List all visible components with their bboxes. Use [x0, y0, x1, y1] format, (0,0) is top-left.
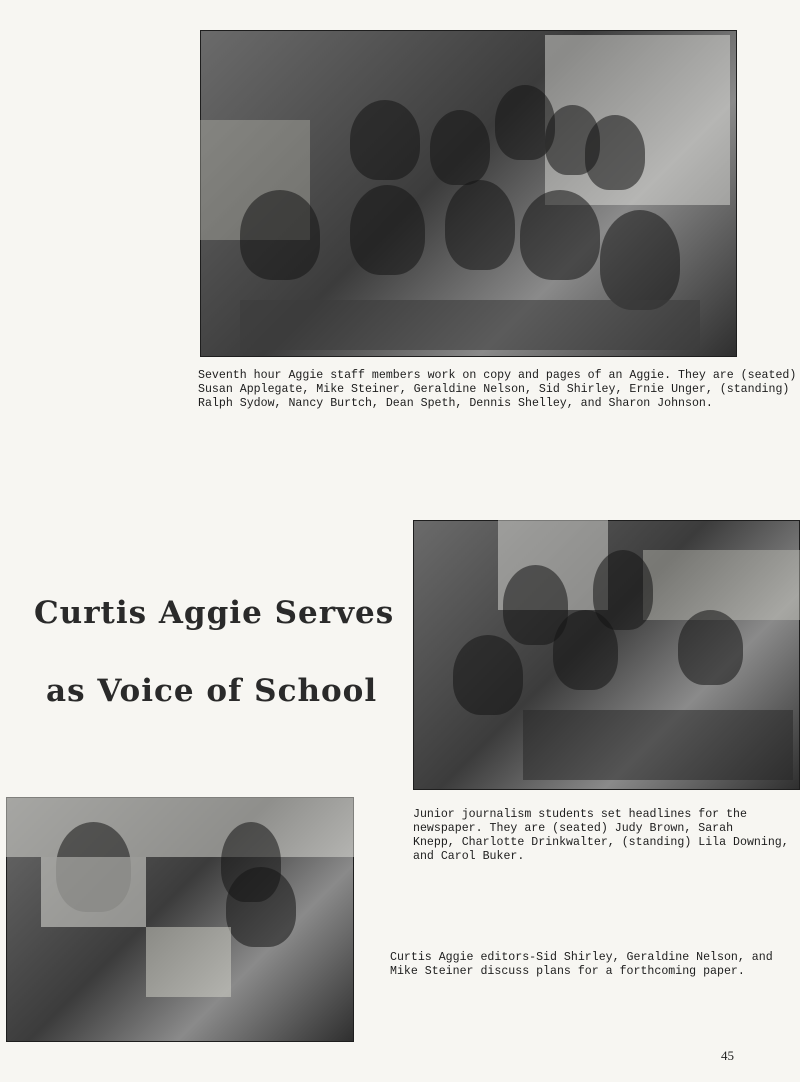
caption-line: and Carol Buker. — [413, 850, 525, 863]
editors-photo — [6, 797, 354, 1042]
headline-line-2: as Voice of School — [46, 673, 378, 709]
staff-photo-caption — [198, 369, 796, 411]
caption-line: Susan Applegate, Mike Steiner, Geraldine Nelson, Sid Shirley, Ernie Unger, (standing) — [198, 383, 790, 396]
caption-line: Curtis Aggie editors-Sid Shirley, Geraldine Nelson, and — [390, 951, 773, 964]
editors-photo-caption — [390, 951, 773, 979]
caption-line: Ralph Sydow, Nancy Burtch, Dean Speth, Dennis Shelley, and Sharon Johnson. — [198, 397, 713, 410]
staff-group-photo — [200, 30, 737, 357]
caption-line: newspaper. They are (seated) Judy Brown, Sarah — [413, 822, 734, 835]
caption-line: Junior journalism students set headlines for the — [413, 808, 747, 821]
journalism-photo-caption — [413, 808, 789, 864]
caption-line: Knepp, Charlotte Drinkwalter, (standing) Lila Downing, — [413, 836, 789, 849]
journalism-students-photo — [413, 520, 800, 790]
headline-line-1: Curtis Aggie Serves — [34, 595, 395, 631]
caption-line: Mike Steiner discuss plans for a forthcoming paper. — [390, 965, 745, 978]
caption-line: Seventh hour Aggie staff members work on copy and pages of an Aggie. They are (seated) — [198, 369, 797, 382]
page-number: 45 — [721, 1048, 734, 1063]
